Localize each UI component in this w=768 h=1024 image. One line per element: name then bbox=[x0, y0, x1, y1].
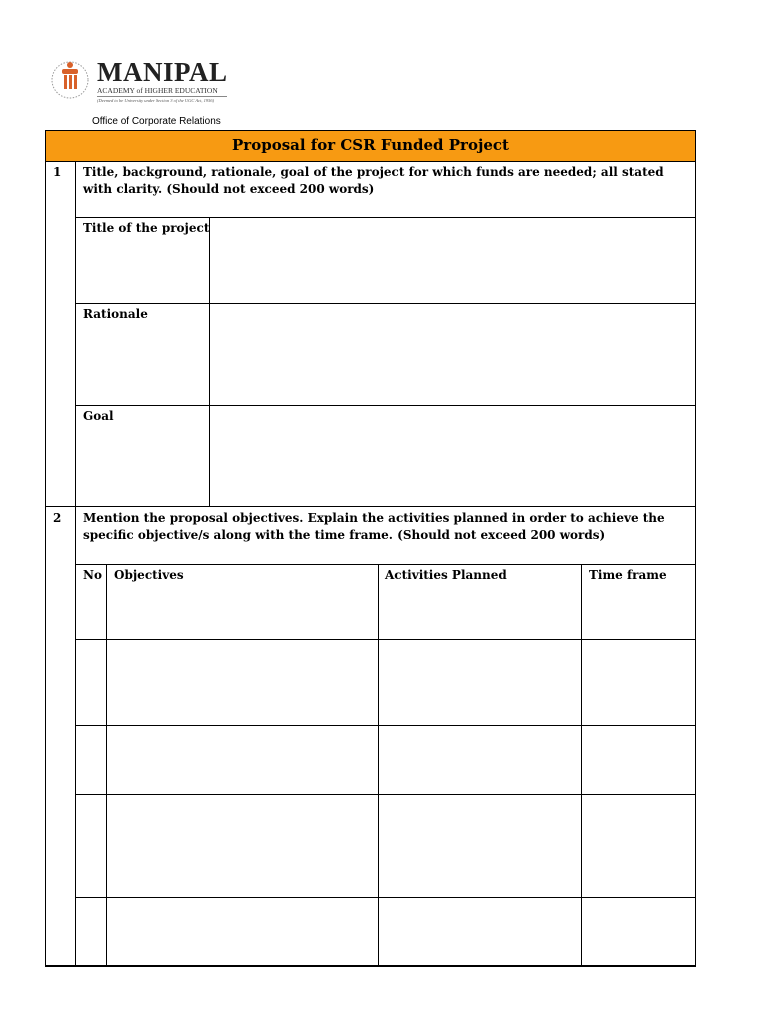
table-row[interactable] bbox=[77, 641, 105, 724]
goal-label: Goal bbox=[83, 409, 114, 423]
table-row[interactable] bbox=[77, 899, 105, 964]
org-logo-text bbox=[97, 58, 227, 104]
table-row[interactable] bbox=[77, 796, 105, 896]
column-header-activities: Activities Planned bbox=[385, 568, 507, 582]
section-2-number: 2 bbox=[53, 511, 62, 525]
org-subtitle: ACADEMY of HIGHER EDUCATION bbox=[97, 86, 218, 95]
section-1-number: 1 bbox=[53, 165, 62, 179]
column-header-time-frame: Time frame bbox=[589, 568, 667, 582]
table-row[interactable] bbox=[77, 727, 105, 793]
goal-field[interactable] bbox=[211, 407, 693, 505]
org-tagline: (Deemed to be University under Section 3 of the UGC Act, 1956) bbox=[97, 96, 227, 104]
section-1-instruction: Title, background, rationale, goal of the project for which funds are needed; all stated with clarity. (Should not exceed 200 words) bbox=[83, 165, 664, 196]
org-name: MANIPAL bbox=[97, 57, 228, 87]
title-of-project-field[interactable] bbox=[211, 219, 693, 301]
section-2-instruction: Mention the proposal objectives. Explain the activities planned in order to achieve the specific objective/s along with the time frame. (Should not exceed 200 words) bbox=[83, 511, 665, 542]
form-title: Proposal for CSR Funded Project bbox=[232, 136, 509, 154]
rationale-label: Rationale bbox=[83, 307, 148, 321]
rationale-field[interactable] bbox=[211, 305, 693, 403]
column-header-objectives: Objectives bbox=[114, 568, 184, 582]
column-header-no: No bbox=[83, 568, 102, 582]
office-label: Office of Corporate Relations bbox=[92, 116, 221, 127]
title-of-project-label: Title of the project bbox=[83, 221, 210, 235]
